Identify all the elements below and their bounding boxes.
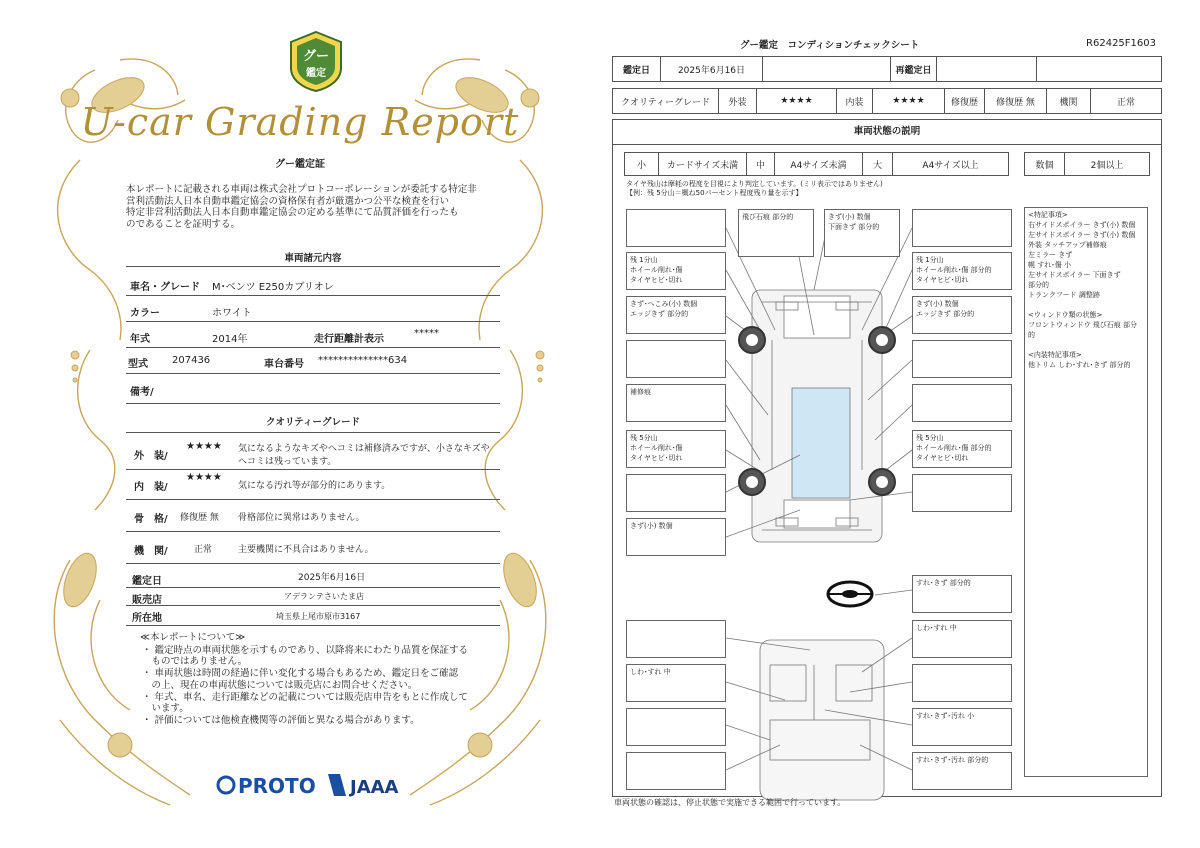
- comment-box-repair: [626, 384, 726, 422]
- special-line: <内装特記事項>: [1028, 351, 1082, 359]
- address-value: 埼玉県上尾市原市3167: [276, 612, 361, 621]
- special-line: <ウィンドウ類の状態>: [1028, 311, 1103, 319]
- frame-value: 修復歴 無: [180, 513, 219, 523]
- shop-value: アデランテさいたま店: [284, 592, 364, 601]
- date-label: 鑑定日: [613, 57, 661, 82]
- condition-heading: 車両状態の説明: [612, 119, 1162, 145]
- condition-check-sheet: [600, 0, 1200, 848]
- proto-logo-icon: [218, 777, 234, 793]
- proto-logo-text: PROTO: [238, 774, 316, 798]
- engine-label: 機 関/: [134, 546, 168, 557]
- goo-kantei-badge-icon: [287, 30, 345, 92]
- badge-top-text: グー: [302, 49, 330, 64]
- exterior-label: 外 装/: [134, 451, 168, 462]
- intro-line: のであることを証明する。: [126, 218, 241, 230]
- comment-line: 飛び石痕 部分的: [742, 213, 794, 221]
- about-report: [140, 632, 500, 727]
- comment-box-rr-tire: [912, 430, 1012, 468]
- comment-box-empty: [912, 664, 1012, 702]
- intro-line: 営利活動法人日本自動車鑑定協会の資格保有者が厳選かつ公平な検査を行い: [126, 195, 450, 207]
- date-value: 2025年6月16日: [661, 57, 763, 82]
- steering-wheel-icon: [828, 582, 872, 606]
- comment-line: きず(小) 数個: [916, 300, 959, 308]
- row-shop: [126, 588, 500, 606]
- reinspect-label: 再鑑定日: [891, 57, 937, 82]
- comment-line: 残 5分山: [630, 434, 658, 442]
- comment-box-rl-tire: [626, 430, 726, 468]
- address-label: 所在地: [132, 613, 162, 624]
- size-mid: 中: [747, 153, 775, 176]
- spec-heading: 車両諸元内容: [284, 253, 342, 264]
- comment-box-seat-l: [626, 664, 726, 702]
- size-large: 大: [863, 153, 893, 176]
- about-item: ・ 評価については他検査機関等の評価と異なる場合があります。: [142, 714, 420, 726]
- row-engine: [126, 532, 500, 564]
- chassis-value: **************634: [318, 355, 408, 366]
- row-year: [126, 322, 500, 348]
- comment-line: ホイール削れ･傷 部分的: [916, 266, 992, 274]
- model-value: 207436: [172, 355, 211, 366]
- comment-box-edge: [912, 296, 1012, 334]
- qg-label: クオリティーグレード: [613, 89, 719, 114]
- comment-line: すれ･きず 部分的: [916, 579, 971, 587]
- shop-label: 販売店: [132, 595, 162, 606]
- ext-stars: ★★★★: [757, 89, 837, 114]
- exterior-text-1: 気になるようなキズやヘコミは補修済みですが、小さなキズや: [238, 444, 490, 454]
- size-large-desc: A4サイズ以上: [893, 153, 1009, 176]
- comment-box-empty: [626, 620, 726, 658]
- special-line: <特記事項>: [1028, 211, 1068, 219]
- car-name-label: 車名・グレード: [130, 282, 200, 293]
- certificate-title: グー鑑定証: [275, 159, 325, 170]
- special-line: 右サイドスポイラー きず(小) 数個: [1028, 221, 1136, 229]
- model-label: 型式: [128, 359, 148, 370]
- comment-box-fr-tire: [912, 252, 1012, 290]
- about-heading: ≪本レポートについて≫: [140, 632, 246, 643]
- exterior-text-2: ヘコミは残っています。: [238, 457, 337, 467]
- sheet-code: R62425F1603: [1086, 38, 1156, 49]
- comment-line: 残 1分山: [916, 256, 944, 264]
- chassis-label: 車台番号: [264, 359, 304, 370]
- special-line: 左サイドスポイラー 下面きず: [1028, 271, 1121, 279]
- comment-box-empty: [626, 752, 726, 790]
- comment-line: タイヤヒビ･切れ: [630, 454, 683, 462]
- about-item: ・ 鑑定時点の車両状態を示すものであり、以降将来にわたり品質を保証する: [142, 644, 469, 656]
- special-line: トランクフード 調整跡: [1028, 291, 1100, 299]
- footnote: 車両状態の確認は、停止状態で実施できる範囲で行っています。: [614, 798, 846, 807]
- row-interior: [126, 470, 500, 500]
- row-address: [126, 606, 500, 626]
- spacer: [1028, 340, 1144, 350]
- remarks-label: 備考/: [130, 387, 154, 398]
- spacer: [1028, 300, 1144, 310]
- comment-box-empty: [626, 209, 726, 247]
- tire-note-line: 【例：残 5分山＝概ね50パーセント程度残り量を示す】: [626, 189, 803, 197]
- int-label: 内装: [837, 89, 873, 114]
- color-label: カラー: [130, 308, 160, 319]
- frame-label: 骨 格/: [134, 514, 168, 525]
- size-mid-desc: A4サイズ未満: [775, 153, 863, 176]
- comment-box-empty: [912, 474, 1012, 512]
- comment-box-scratch: [824, 209, 900, 257]
- about-item: います。: [142, 703, 189, 715]
- interior-stars: ★★★★: [186, 472, 222, 483]
- jaaa-logo-text: JAAA: [350, 777, 399, 798]
- comment-line: タイヤヒビ･切れ: [630, 276, 683, 284]
- count-label: 数個: [1025, 153, 1065, 176]
- comment-line: タイヤヒビ･切れ: [916, 276, 969, 284]
- comment-line: 残 1分山: [630, 256, 658, 264]
- car-name-value: M･ベンツ E250カブリオレ: [212, 282, 334, 293]
- comment-line: タイヤヒビ･切れ: [916, 454, 969, 462]
- comment-box-chip: [738, 209, 814, 257]
- row-color: [126, 296, 500, 322]
- mileage-label: 走行距離計表示: [314, 334, 384, 345]
- comment-line: ホイール削れ･傷: [630, 444, 683, 452]
- size-small: 小: [625, 153, 659, 176]
- row-model: [126, 348, 500, 374]
- ext-label: 外装: [719, 89, 757, 114]
- repair-label: 修復歴: [945, 89, 985, 114]
- comment-line: きず(小) 数個: [630, 522, 673, 530]
- int-stars: ★★★★: [873, 89, 945, 114]
- year-value: 2014年: [212, 334, 248, 345]
- comment-line: きず(小) 数個: [828, 213, 871, 221]
- comment-box-steering: [912, 575, 1012, 613]
- intro-line: 特定非営利活動法人日本自動車鑑定協会の定める基準にて品質評価を行ったも: [126, 207, 459, 219]
- special-line: 左ミラー きず: [1028, 251, 1073, 259]
- interior-label: 内 装/: [134, 482, 168, 493]
- comment-box-dent: [626, 296, 726, 334]
- special-line: 外装 タッチアップ補修痕: [1028, 241, 1107, 249]
- logos: [216, 770, 416, 800]
- comment-box-rear-scratch: [626, 518, 726, 556]
- comment-line: きず･へこみ(小) 数個: [630, 300, 698, 308]
- special-line: 幌 すれ･傷 小: [1028, 261, 1071, 269]
- tire-note-line: タイヤ残山は摩耗の程度を目視により判定しています。(ミリ表示ではありません): [626, 180, 883, 188]
- comment-box-interior-2: [912, 752, 1012, 790]
- special-notes: [1024, 207, 1148, 777]
- about-item: ・ 年式、車名、走行距離などの記載については販売店申告をもとに作成して: [142, 691, 468, 703]
- comment-line: エッジきず 部分的: [630, 310, 689, 318]
- row-frame: [126, 500, 500, 532]
- engine-label: 機関: [1047, 89, 1091, 114]
- size-small-desc: カードサイズ未満: [659, 153, 747, 176]
- comment-box-empty: [912, 340, 1012, 378]
- comment-box-fl-tire: [626, 252, 726, 290]
- comment-box-interior-1: [912, 708, 1012, 746]
- sheet-title: グー鑑定 コンディションチェックシート: [740, 40, 920, 51]
- date-value: 2025年6月16日: [298, 573, 366, 583]
- quality-heading: クオリティーグレード: [265, 417, 361, 428]
- row-car-name: [126, 266, 500, 296]
- special-line: フロントウィンドウ 飛び石痕 部分的: [1028, 321, 1138, 339]
- engine-text: 主要機関に不具合はありません。: [238, 545, 374, 555]
- row-remarks: [126, 374, 500, 404]
- repair-value: 修復歴 無: [985, 89, 1047, 114]
- row-exterior: [126, 432, 500, 470]
- comment-line: 残 5分山: [916, 434, 944, 442]
- special-line: 部分的: [1028, 281, 1049, 289]
- frame-text: 骨格部位に異常はありません。: [238, 513, 365, 523]
- comment-box-empty: [912, 384, 1012, 422]
- comment-box-empty: [626, 340, 726, 378]
- color-value: ホワイト: [212, 308, 252, 319]
- badge-bottom-text: 鑑定: [306, 68, 326, 79]
- comment-line: 補修痕: [630, 388, 651, 396]
- count-desc: 2個以上: [1065, 153, 1150, 176]
- script-title: U-car Grading Report: [80, 100, 520, 144]
- row-date: [126, 568, 500, 588]
- comment-line: すれ･きず･汚れ 部分的: [916, 756, 989, 764]
- interior-text: 気になる汚れ等が部分的にあります。: [238, 481, 391, 491]
- comment-line: すれ･きず･汚れ 小: [916, 712, 975, 720]
- certificate-intro: [126, 184, 498, 230]
- year-label: 年式: [130, 334, 150, 345]
- comment-box-seat-r: [912, 620, 1012, 658]
- mileage-value: *****: [414, 328, 439, 339]
- engine-value: 正常: [1091, 89, 1162, 114]
- about-item: ・ 車両状態は時間の経過に伴い変化する場合もあるため、鑑定日をご確認: [142, 668, 459, 680]
- about-item: ものではありません。: [142, 656, 248, 668]
- comment-box-empty: [626, 708, 726, 746]
- comment-line: 下面きず 部分的: [828, 223, 880, 231]
- date-label: 鑑定日: [132, 576, 162, 587]
- comment-line: ホイール削れ･傷: [630, 266, 683, 274]
- jaaa-logo-icon: [328, 774, 346, 796]
- comment-line: ホイール削れ･傷 部分的: [916, 444, 992, 452]
- comment-line: しわ･すれ 中: [916, 624, 957, 632]
- comment-box-empty: [626, 474, 726, 512]
- comment-box-empty: [912, 209, 1012, 247]
- exterior-stars: ★★★★: [186, 441, 222, 452]
- special-line: 左サイドスポイラー きず(小) 数個: [1028, 231, 1136, 239]
- intro-line: 本レポートに記載される車両は株式会社プロトコーポレーションが委託する特定非: [126, 184, 477, 195]
- comment-line: しわ･すれ 中: [630, 668, 671, 676]
- engine-value: 正常: [194, 545, 213, 555]
- comment-line: エッジきず 部分的: [916, 310, 975, 318]
- about-item: の上、現在の車両状態については販売店にお問合せください。: [142, 679, 418, 691]
- special-line: 他トリム しわ･すれ･きず 部分的: [1028, 361, 1131, 369]
